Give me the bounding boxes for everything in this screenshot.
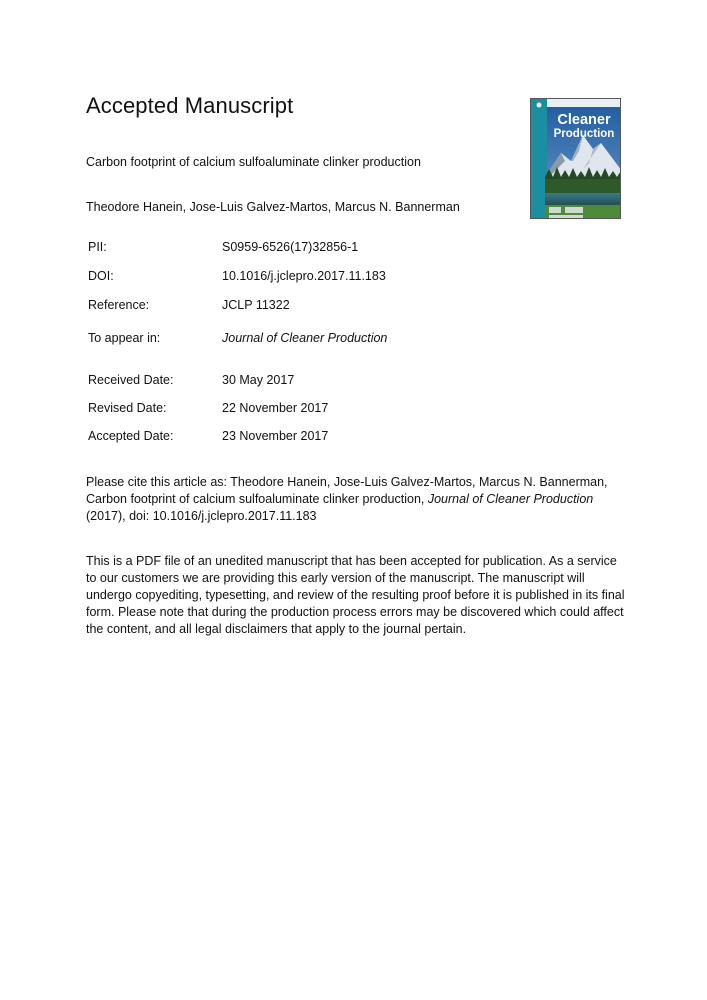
manuscript-notice: This is a PDF file of an unedited manuscript that has been accepted for publication. As a service to our customers we are providing this early version of the manuscript. The manuscript will undergo copyediting, typesetting, and review of the resulting proof before it is published in its final form. Please note that during the production process errors may be discovered which could affect the content, and all legal disclaimers that apply to the journal pertain. [86,554,625,636]
article-title: Carbon footprint of calcium sulfoaluminate clinker production [86,155,421,169]
reference-label: Reference: [88,298,150,312]
revised-value: 22 November 2017 [222,401,329,415]
accepted-label: Accepted Date: [88,429,174,443]
citation-text: Please cite this article as: Theodore Hanein, Jose-Luis Galvez-Martos, Marcus N. Bannerman, Carbon footprint of calcium sulfoaluminate clinker production, [86,475,608,506]
citation-paragraph [86,474,626,525]
revised-label: Revised Date: [88,401,167,415]
article-authors: Theodore Hanein, Jose-Luis Galvez-Martos, Marcus N. Bannerman [86,200,460,214]
citation-doi: (2017), doi: 10.1016/j.jclepro.2017.11.183 [86,509,317,523]
meta-row-appear-in [88,331,588,347]
meta-row-pii [88,240,588,256]
received-value: 30 May 2017 [222,373,295,387]
reference-value: JCLP 11322 [222,298,290,312]
meta-row-received [88,373,588,389]
journal-cover-image [530,98,621,219]
received-label: Received Date: [88,373,174,387]
cover-title-line2: Production [553,128,615,140]
page-title: Accepted Manuscript [86,93,294,118]
doi-label: DOI: [88,269,114,283]
cover-illustration [531,99,621,219]
citation-journal: Journal of Cleaner Production [427,492,594,506]
doi-value: 10.1016/j.jclepro.2017.11.183 [222,269,386,283]
cover-title-line1: Cleaner [557,112,611,128]
meta-row-doi [88,269,588,285]
appear-label: To appear in: [88,331,161,345]
meta-row-accepted [88,429,588,445]
pii-label: PII: [88,240,107,254]
pii-value: S0959-6526(17)32856-1 [222,240,359,254]
meta-row-revised [88,401,588,417]
appear-value: Journal of Cleaner Production [222,331,388,345]
accepted-value: 23 November 2017 [222,429,329,443]
meta-row-reference [88,298,588,314]
